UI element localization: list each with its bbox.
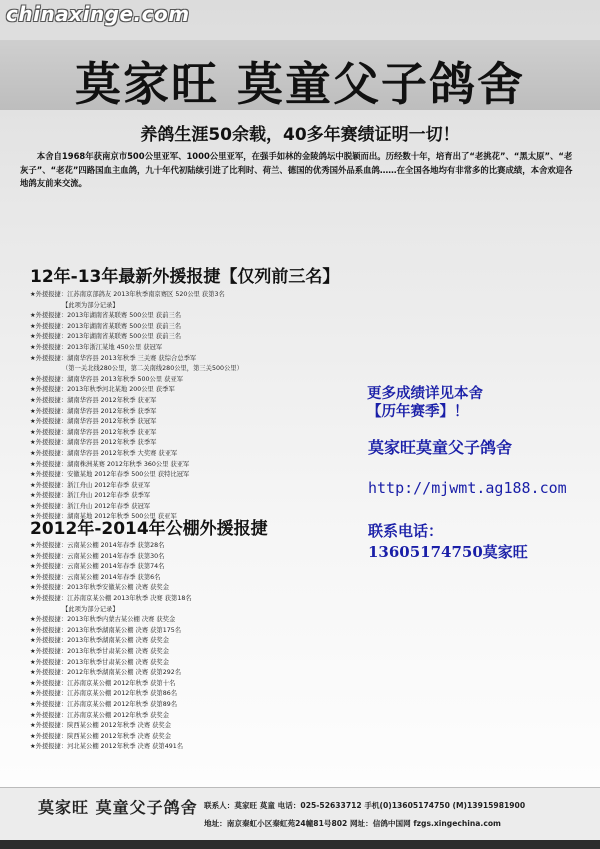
site-watermark: chinaxinge.com <box>6 2 190 26</box>
result-item: ★外援报捷：江苏南京某公棚 2012年秋季 获第十名 <box>30 679 176 687</box>
result-item: ★外援报捷：江苏南京部鸽友 2013年秋季南京赛区 520公里 获第3名 <box>30 291 225 298</box>
contact-phone: 13605174750莫家旺 <box>368 543 528 561</box>
footer-loft-name: 莫家旺 莫童父子鸽舍 <box>38 798 198 817</box>
result-item: ★外援报捷：2013年浙江某地 450公里 获冠军 <box>30 343 163 351</box>
result-item: ★外援报捷：2013年秋季安徽某公棚 决赛 获奖金 <box>30 584 170 592</box>
result-item: ★外援报捷：江苏南京某公棚 2013年秋季 决赛 获第18名 <box>30 594 192 602</box>
recent-results-list <box>30 290 390 523</box>
result-item: ★外援报捷：湖南某地 2012年秋季 500公里 获亚军 <box>30 513 177 521</box>
side-contact <box>368 521 600 563</box>
side-loft-name: 莫家旺莫童父子鸽舍 <box>368 438 513 457</box>
contact-label: 联系电话： <box>368 522 444 540</box>
result-item: ★外援报捷：安徽某地 2012年春季 500公里 获特比冠军 <box>30 471 190 479</box>
section-title-recent-results: 12年-13年最新外援报捷【仅列前三名】 <box>30 267 340 287</box>
section-title-loft-results: 2012年-2014年公棚外援报捷 <box>30 519 268 539</box>
result-item: ★外援报捷：湖南华容县 2012年秋季 获季军 <box>30 407 157 415</box>
result-item: ★外援报捷：2013年秋季湖南某公棚 决赛 获奖金 <box>30 637 170 645</box>
result-item: ★外援报捷：2013年秋季甘肃某公棚 决赛 获奖金 <box>30 647 170 655</box>
page-subtitle: 养鸽生涯50余载，40多年赛绩证明一切！ <box>140 125 460 145</box>
result-item: ★外援报捷：2013年秋季湖南某公棚 决赛 获第175名 <box>30 626 182 634</box>
result-item: ★外援报捷：湖南华容县 2012年秋季 获亚军 <box>30 396 157 404</box>
result-item: ★外援报捷：2013年湖南省某联赛 500公里 获前三名 <box>30 333 182 341</box>
result-item: ★外援报捷：湖南华容县 2013年秋季 三关赛 获综合总季军 <box>30 354 197 362</box>
footer-address-line: 地址：南京秦虹小区秦虹苑24幢81号802 网址：信鸽中国网 fzgs.xingechina.com <box>204 819 501 828</box>
result-item: ★外援报捷：湖南株洲某赛 2012年秋季 360公里 获亚军 <box>30 460 190 468</box>
footer-contact-line: 联系人：莫家旺 莫童 电话：025-52633712 手机(0)13605174750 (M)13915981900 <box>204 801 526 810</box>
result-item: ★外援报捷：2013年秋季河北某地 200公里 获季军 <box>30 386 175 394</box>
result-item: ★外援报捷：浙江舟山 2012年春季 获季军 <box>30 492 151 500</box>
result-item: ★外援报捷：湖南华容县 2012年秋季 获季军 <box>30 439 157 447</box>
result-item: ★外援报捷：陕西某公棚 2012年秋季 决赛 获奖金 <box>30 722 172 730</box>
result-item: ★外援报捷：江苏南京某公棚 2012年秋季 获奖金 <box>30 711 170 719</box>
result-item: ★外援报捷：2013年秋季内蒙古某公棚 决赛 获奖金 <box>30 616 176 624</box>
intro-paragraph: 本舍自1968年获南京市500公里亚军、1000公里亚军，在强手如林的金陵鸽坛中脱颖而出。历经数十年，培育出了“老挑花”、“黑太原”、“老灰子”、“老花”四路国血主血鸽，九十年代初陆续引进了比利时、荷兰、德国的优秀国外品系血鸽……在全国各地均有非常多的比赛成绩，本舍欢迎各地鸽友前来交流。 <box>20 151 573 189</box>
result-item: ★外援报捷：湖南华容县 2012年秋季 获亚军 <box>30 428 157 436</box>
more-results-line-1: 更多成绩详见本舍 <box>367 385 483 402</box>
more-results-note <box>367 385 600 421</box>
result-item: ★外援报捷：河北某公棚 2012年秋季 决赛 获第491名 <box>30 743 184 751</box>
result-item: ★外援报捷：2013年秋季甘肃某公棚 决赛 获奖金 <box>30 658 170 666</box>
footer-bar <box>0 840 600 849</box>
result-item: ★外援报捷：江苏南京某公棚 2012年秋季 获第86名 <box>30 690 178 698</box>
result-item: ★外援报捷：湖南华容县 2012年秋季 获冠军 <box>30 418 157 426</box>
result-item: ★外援报捷：云南某公棚 2014年春季 获第28名 <box>30 542 165 549</box>
result-item: ★外援报捷：陕西某公棚 2012年秋季 决赛 获奖金 <box>30 732 172 740</box>
result-item: ★外援报捷：云南某公棚 2014年春季 获第30名 <box>30 552 165 560</box>
result-item: 【此项为部分记录】 <box>62 605 119 613</box>
result-item: （第一关北线280公里，第二关南线280公里，第三关500公里） <box>62 365 243 373</box>
result-item: ★外援报捷：湖南华容县 2012年秋季 大奖赛 获亚军 <box>30 449 178 457</box>
side-website-link[interactable]: http://mjwmt.ag188.com <box>368 479 567 497</box>
more-results-line-2: 【历年赛季】！ <box>367 403 469 420</box>
result-item: 【此项为部分记录】 <box>62 301 119 309</box>
result-item: ★外援报捷：云南某公棚 2014年春季 获第74名 <box>30 563 165 571</box>
result-item: ★外援报捷：江苏南京某公棚 2012年秋季 获第89名 <box>30 700 178 708</box>
loft-results-list <box>30 541 390 753</box>
result-item: ★外援报捷：2012年秋季湖南某公棚 决赛 获第292名 <box>30 669 182 677</box>
result-item: ★外援报捷：云南某公棚 2014年春季 获第6名 <box>30 573 161 581</box>
result-item: ★外援报捷：2013年湖南省某联赛 500公里 获前三名 <box>30 312 182 320</box>
result-item: ★外援报捷：湖南华容县 2013年秋季 500公里 获亚军 <box>30 375 184 383</box>
result-item: ★外援报捷：浙江舟山 2012年春季 获冠军 <box>30 502 151 510</box>
result-item: ★外援报捷：2013年湖南省某联赛 500公里 获前三名 <box>30 322 182 330</box>
page-title: 莫家旺 莫童父子鸽舍 <box>74 57 525 111</box>
result-item: ★外援报捷：浙江舟山 2012年春季 获亚军 <box>30 481 151 489</box>
